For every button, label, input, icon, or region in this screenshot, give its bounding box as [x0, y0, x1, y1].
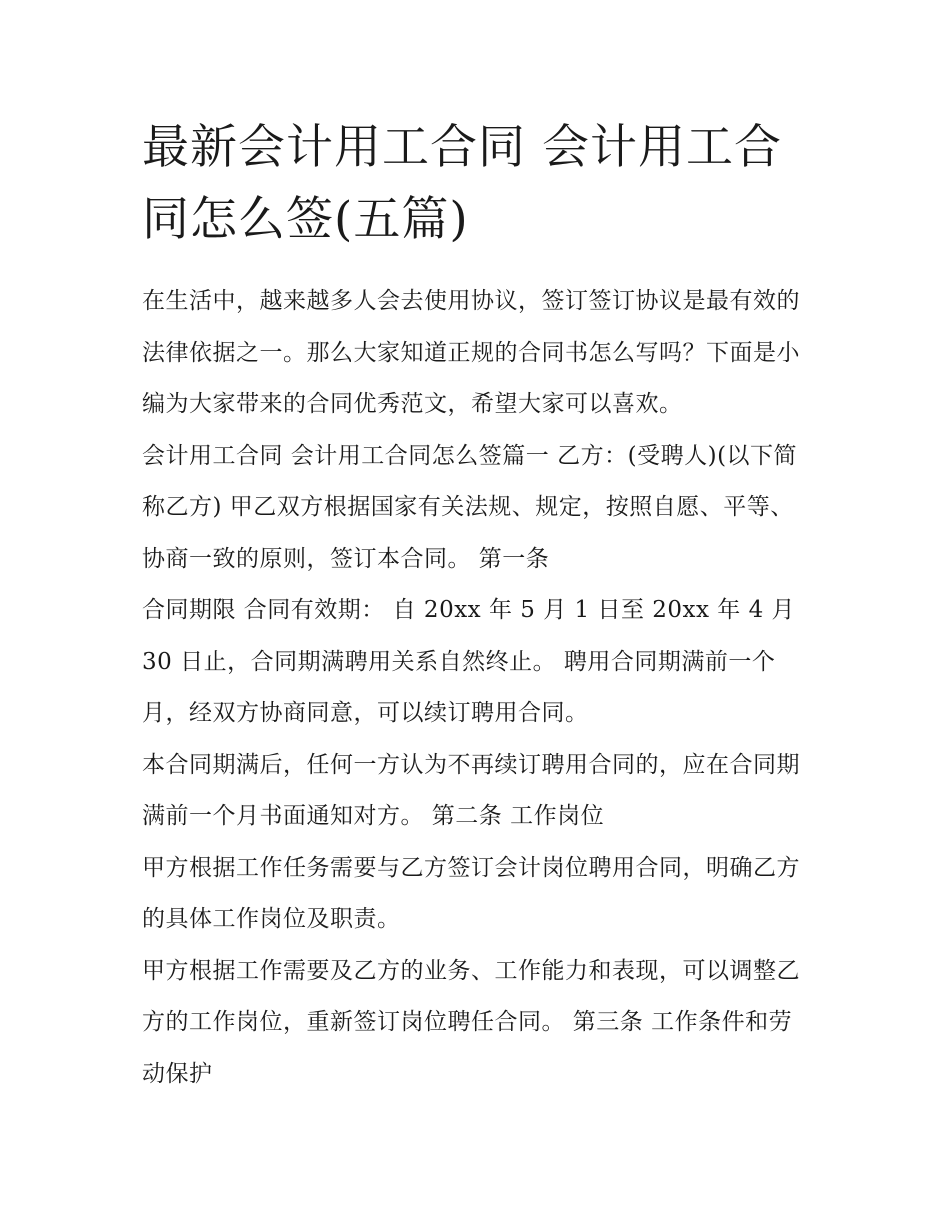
paragraph-job-position: 甲方根据工作任务需要与乙方签订会计岗位聘用合同，明确乙方的具体工作岗位及职责。: [142, 854, 800, 932]
paragraph-contract-term: 合同期限 合同有效期： 自 20xx 年 5 月 1 日至 20xx 年 4 月 30 日止，合同期满聘用关系自然终止。 聘用合同期满前一个月，经双方协商同意，可以续订聘用合同。: [142, 597, 796, 726]
paragraph-intro: 在生活中，越来越多人会去使用协议，签订签订协议是最有效的法律依据之一。那么大家知道正规的合同书怎么写吗？下面是小编为大家带来的合同优秀范文，希望大家可以喜欢。: [142, 288, 800, 417]
document-title: 最新会计用工合同 会计用工合同怎么签(五篇): [142, 120, 782, 247]
document-page: [142, 112, 814, 1100]
paragraph-renewal-notice: 本合同期满后，任何一方认为不再续订聘用合同的，应在合同期满前一个月书面通知对方。 第二条 工作岗位: [142, 751, 800, 829]
document-body: [142, 276, 814, 1100]
paragraph-contract-parties: 会计用工合同 会计用工合同怎么签篇一 乙方：(受聘人)(以下简称乙方) 甲乙双方根据国家有关法规、规定，按照自愿、平等、协商一致的原则，签订本合同。 第一条: [142, 442, 798, 572]
paragraph-position-adjustment: 甲方根据工作需要及乙方的业务、工作能力和表现，可以调整乙方的工作岗位，重新签订岗位聘任合同。 第三条 工作条件和劳动保护: [142, 957, 800, 1087]
